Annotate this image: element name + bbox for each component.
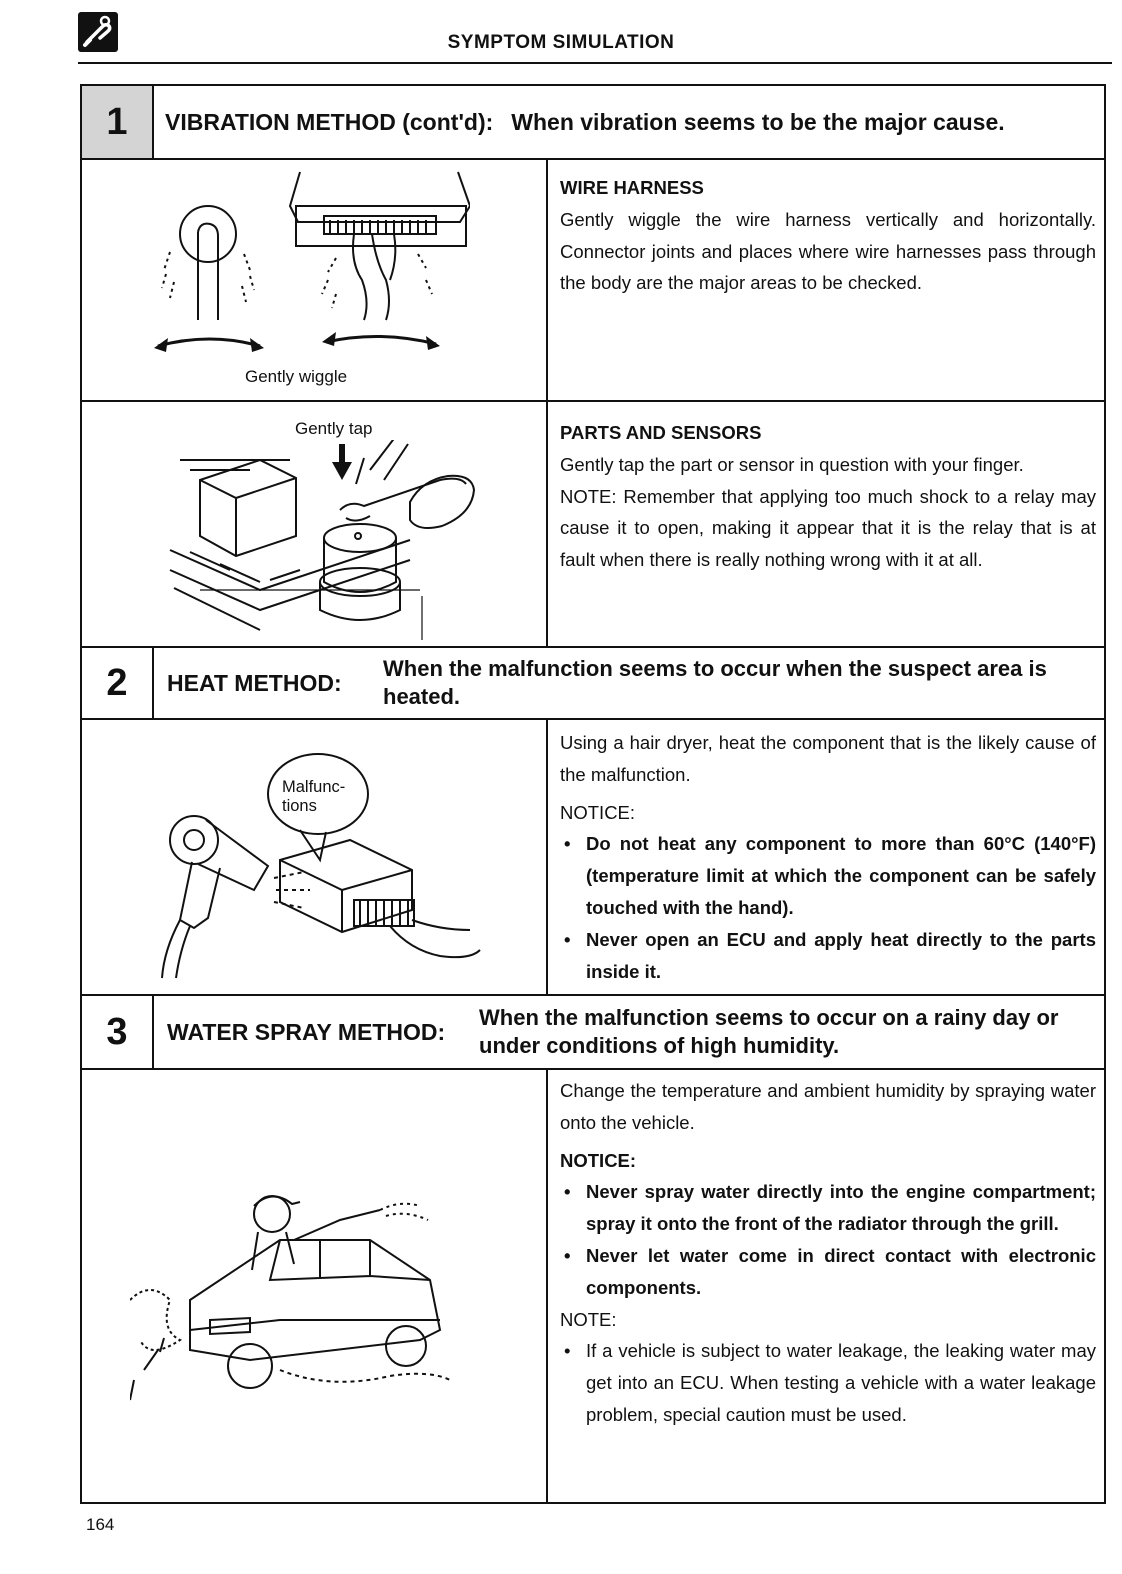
column-divider (546, 718, 548, 994)
divider (80, 1068, 1106, 1070)
notice-item: • Never spray water directly into the engine compartment; spray it onto the front of the radiator through the grill. (560, 1176, 1096, 1240)
column-divider (546, 1068, 548, 1504)
notice-label: NOTICE: (560, 1149, 637, 1171)
paragraph: Using a hair dryer, heat the component that is the likely cause of the malfunction. (560, 732, 1096, 785)
page-title: SYMPTOM SIMULATION (447, 32, 675, 53)
notice-list (560, 828, 1096, 987)
section-header (167, 996, 445, 1068)
note-paragraph: NOTE: Remember that applying too much shock to a relay may cause it to open, making it appear that it is the relay that is at fault when there is really nothing wrong with it at all. (560, 485, 1096, 571)
subheading: PARTS AND SENSORS (560, 422, 762, 443)
notice-label: NOTICE: (560, 801, 636, 823)
bubble-text: tions (282, 797, 317, 815)
speech-bubble (268, 778, 364, 816)
number-divider (152, 84, 154, 158)
page-number: 164 (86, 1515, 115, 1534)
method-title: HEAT METHOD: (167, 669, 342, 696)
section-number: 3 (106, 1010, 128, 1053)
paragraph: Gently wiggle the wire harness vertically and horizontally. Connector joints and places where wire harnesses pass through the body are the major areas to be checked. (560, 208, 1096, 294)
illustration-caption: Gently wiggle (245, 367, 348, 386)
relay-tap-illustration (160, 440, 490, 640)
paragraph: Change the temperature and ambient humidity by spraying water onto the vehicle. (560, 1080, 1096, 1133)
section-header (167, 648, 342, 718)
notice-item: • Never open an ECU and apply heat directly to the parts inside it. (560, 924, 1096, 988)
section-header-description (479, 996, 1079, 1068)
divider (80, 400, 1106, 402)
subheading: WIRE HARNESS (560, 177, 704, 198)
note-label: NOTE: (560, 1308, 617, 1330)
divider (80, 718, 1106, 720)
divider (80, 158, 1106, 160)
notice-item: • Never let water come in direct contact with electronic components. (560, 1240, 1096, 1304)
water-spray-car-illustration (130, 1180, 470, 1410)
method-description: When the malfunction seems to occur when the suspect area is heated. (383, 656, 1047, 709)
bubble-text: Malfunc- (282, 778, 346, 796)
parts-sensors-text (560, 417, 1096, 576)
water-spray-text (560, 1075, 1096, 1431)
column-divider (546, 158, 548, 646)
paragraph: Gently tap the part or sensor in question with your finger. (560, 453, 1024, 475)
number-divider (152, 646, 154, 718)
illustration-caption: Gently tap (295, 419, 373, 438)
notice-item: • Do not heat any component to more than 60°C (140°F) (temperature limit at which the component can be safely touched with the hand). (560, 828, 1096, 923)
section-number: 2 (106, 661, 128, 704)
number-divider (152, 994, 154, 1068)
note-item: • If a vehicle is subject to water leakage, the leaking water may get into an ECU. When testing a vehicle with a water leakage problem, special caution must be used. (560, 1335, 1096, 1430)
section-header-description (383, 648, 1083, 718)
method-title: WATER SPRAY METHOD: (167, 1018, 446, 1045)
section-number: 1 (82, 86, 152, 158)
method-title: VIBRATION METHOD (cont'd): (165, 108, 494, 135)
notice-list (560, 1176, 1096, 1303)
wire-harness-text (560, 172, 1096, 299)
note-list (560, 1335, 1096, 1430)
method-description: When vibration seems to be the major cause. (511, 108, 1005, 135)
heat-method-text (560, 727, 1096, 987)
method-description: When the malfunction seems to occur on a rainy day or under conditions of high humidity. (479, 1005, 1059, 1058)
wire-harness-illustration (140, 162, 470, 362)
section-header (165, 86, 1005, 158)
header-rule (78, 62, 1112, 64)
